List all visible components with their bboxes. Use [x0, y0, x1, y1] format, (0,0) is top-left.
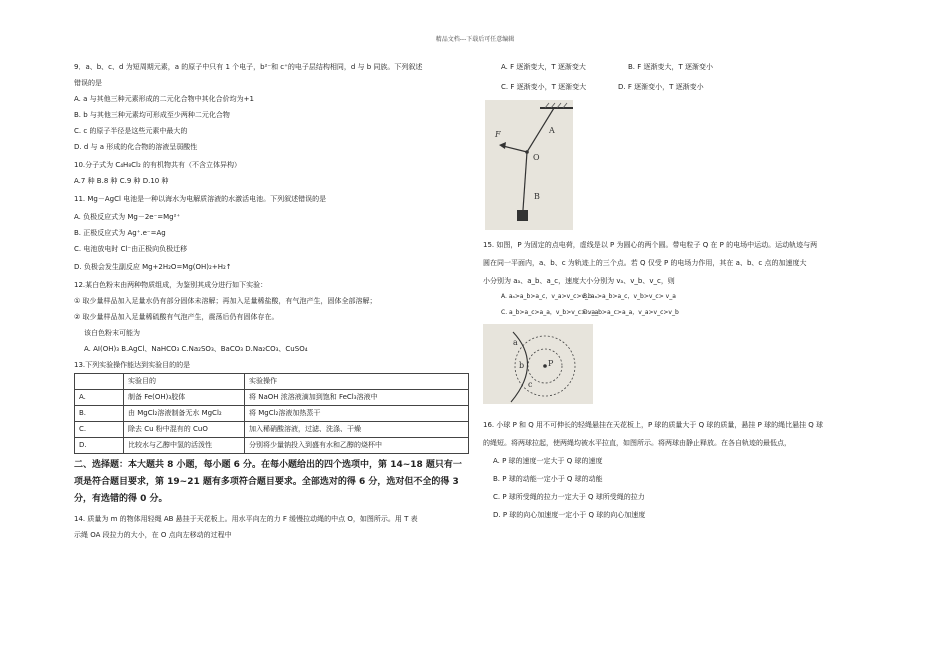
q15-option-a: A. aₐ>a_b>a_c，v_a>v_c>v_b [501, 293, 592, 300]
table-cell: 将 NaOH 浓溶液滴加到饱和 FeCl₃溶液中 [245, 390, 469, 406]
q16-stem-line1: 16. 小球 P 和 Q 用不可伸长的轻绳悬挂在天花板上，P 球的质量大于 Q 球的质量，悬挂 P 球的绳比悬挂 Q 球 [483, 421, 824, 429]
q10-options: A.7 种 B.8 种 C.9 种 D.10 种 [74, 177, 169, 185]
q15-figure [483, 324, 593, 404]
q13-stem: 13.下列实验操作能达到实验目的的是 [74, 361, 191, 369]
table-cell: 除去 Cu 粉中混有的 CuO [124, 422, 245, 438]
q12-ask: 该白色粉末可能为 [84, 329, 140, 337]
q15-stem-line2: 圆在同一平面内，a、b、c 为轨迹上的三个点。若 Q 仅受 P 的电场力作用，其在 a、b、c 点的加速度大 [483, 259, 807, 267]
q15-stem-line3: 小分别为 aₐ、a_b、a_c，速度大小分别为 vₐ、v_b、v_c，则 [483, 277, 675, 285]
q16-option-c: C. P 球所受绳的拉力一定大于 Q 球所受绳的拉力 [493, 493, 645, 501]
q9-option-b: B. b 与其他三种元素均可形成至少两种二元化合物 [74, 111, 230, 119]
right-column [483, 62, 883, 520]
q16-option-d: D. P 球的向心加速度一定小于 Q 球的向心加速度 [493, 511, 646, 519]
q16-option-b: B. P 球的动能一定小于 Q 球的动能 [493, 475, 603, 483]
q14-option-c: C. F 逐渐变小，T 逐渐变大 [501, 83, 587, 91]
table-cell: 由 MgCl₂溶液制备无水 MgCl₂ [124, 406, 245, 422]
q12-step-1: ① 取少量样品加入足量水仍有部分固体未溶解；再加入足量稀盐酸，有气泡产生，固体全部溶解； [74, 297, 377, 305]
figure-label-c: c [528, 380, 533, 389]
q12-stem: 12.某白色粉末由两种物质组成，为鉴别其成分进行如下实验： [74, 281, 268, 289]
section-2-heading: 二、选择题：本大题共 8 小题，每小题 6 分。在每小题给出的四个选项中，第 14~18 题只有一项是符合题目要求，第 19~21 题有多项符合题目要求。全部选对的得 6 分，选对但不全的得 3 分，有选错的得 0 分。 [74, 460, 462, 504]
q14-option-b: B. F 逐渐变大，T 逐渐变小 [628, 63, 714, 71]
q15-options-row1 [483, 292, 883, 308]
table-cell: C. [75, 422, 124, 438]
q14-options-row2 [483, 82, 883, 100]
q15-option-c: C. a_b>a_c>a_a，v_b>v_c> v_a [501, 309, 599, 316]
page-header: 精品文档---下载后可任意编辑 [435, 36, 515, 43]
q9-option-d: D. d 与 a 形成的化合物的溶液呈弱酸性 [74, 143, 198, 151]
table-cell: D. [75, 438, 124, 454]
q9-option-c: C. c 的原子半径是这些元素中最大的 [74, 127, 188, 135]
table-row [75, 422, 469, 438]
table-header-cell: 实验操作 [245, 374, 469, 390]
table-cell: A. [75, 390, 124, 406]
field-circles-icon [483, 324, 593, 404]
table-header-cell: 实验目的 [124, 374, 245, 390]
q15-option-d: D. a_b>a_c>a_a，v_a>v_c>v_b [583, 309, 679, 316]
rope-diagram-icon [485, 100, 573, 230]
q9-stem-line1: 9．a、b、c、d 为短周期元素，a 的原子中只有 1 个电子，b²⁻和 c⁺的电子层结构相同，d 与 b 同族。下列叙述 [74, 63, 423, 71]
table-cell: 加入稀硝酸溶液，过滤、洗涤、干燥 [245, 422, 469, 438]
table-cell: 分别将少量钠投入到盛有水和乙醇的烧杯中 [245, 438, 469, 454]
table-cell: 将 MgCl₂溶液加热蒸干 [245, 406, 469, 422]
q15-stem-line1: 15. 如图，P 为固定的点电荷，虚线是以 P 为圆心的两个圆。带电粒子 Q 在 P 的电场中运动。运动轨迹与两 [483, 241, 818, 249]
q14-options-row1 [483, 62, 883, 82]
figure-label-f: F [495, 130, 501, 139]
q14-option-d: D. F 逐渐变小，T 逐渐变小 [618, 83, 704, 91]
q9-option-a: A. a 与其他三种元素形成的二元化合物中其化合价均为+1 [74, 95, 254, 103]
q11-option-d: D. 负极会发生副反应 Mg+2H₂O=Mg(OH)₂+H₂↑ [74, 263, 232, 271]
figure-label-b: B [534, 192, 540, 201]
left-column [74, 62, 469, 540]
table-header-row [75, 374, 469, 390]
q13-table [74, 373, 469, 454]
q16-stem-line2: 的绳短。将两球拉起，使两绳均被水平拉直，如图所示。将两球由静止释放。在各自轨迹的最低点， [483, 439, 791, 447]
q14-option-a: A. F 逐渐变大，T 逐渐变大 [501, 63, 586, 71]
q15-options-row2 [483, 308, 883, 324]
q16-option-a: A. P 球的速度一定大于 Q 球的速度 [493, 457, 603, 465]
figure-label-a: A [549, 126, 555, 135]
figure-label-p: P [548, 359, 554, 368]
table-header-cell [75, 374, 124, 390]
q11-option-c: C. 电池放电时 Cl⁻由正极向负极迁移 [74, 245, 188, 253]
q11-stem: 11. Mg－AgCl 电池是一种以海水为电解质溶液的水激活电池。下列叙述错误的是 [74, 195, 327, 203]
q15-option-b: B. aₐ>a_b>a_c，v_b>v_c> v_a [583, 293, 676, 300]
q14-figure [485, 100, 573, 230]
q10-stem: 10.分子式为 C₄H₈Cl₂ 的有机物共有（不含立体异构） [74, 161, 241, 169]
figure-label-b2: b [519, 361, 525, 370]
q9-stem-line2: 错误的是 [74, 79, 102, 87]
table-cell: B. [75, 406, 124, 422]
q11-option-a: A. 负极反应式为 Mg－2e⁻=Mg²⁺ [74, 213, 181, 221]
q12-step-2: ② 取少量样品加入足量稀硫酸有气泡产生，震荡后仍有固体存在。 [74, 313, 279, 321]
q14-stem-line1: 14. 质量为 m 的物体用轻绳 AB 悬挂于天花板上。用水平向左的力 F 缓慢拉动绳的中点 O，如图所示。用 T 表 [74, 515, 418, 523]
table-cell: 制备 Fe(OH)₃胶体 [124, 390, 245, 406]
q12-options: A. AI(OH)₃ B.AgCl、NaHCO₃ C.Na₂SO₃、BaCO₃ D.Na₂CO₃、CuSO₄ [84, 345, 308, 353]
q14-stem-line2: 示绳 OA 段拉力的大小，在 O 点向左移动的过程中 [74, 531, 232, 539]
q11-option-b: B. 正极反应式为 Ag⁺.e⁻=Ag [74, 229, 166, 237]
table-cell: 比较水与乙醇中氢的活泼性 [124, 438, 245, 454]
table-row [75, 438, 469, 454]
figure-label-o: O [533, 153, 540, 162]
table-row [75, 406, 469, 422]
figure-label-a2: a [513, 338, 518, 347]
table-row [75, 390, 469, 406]
